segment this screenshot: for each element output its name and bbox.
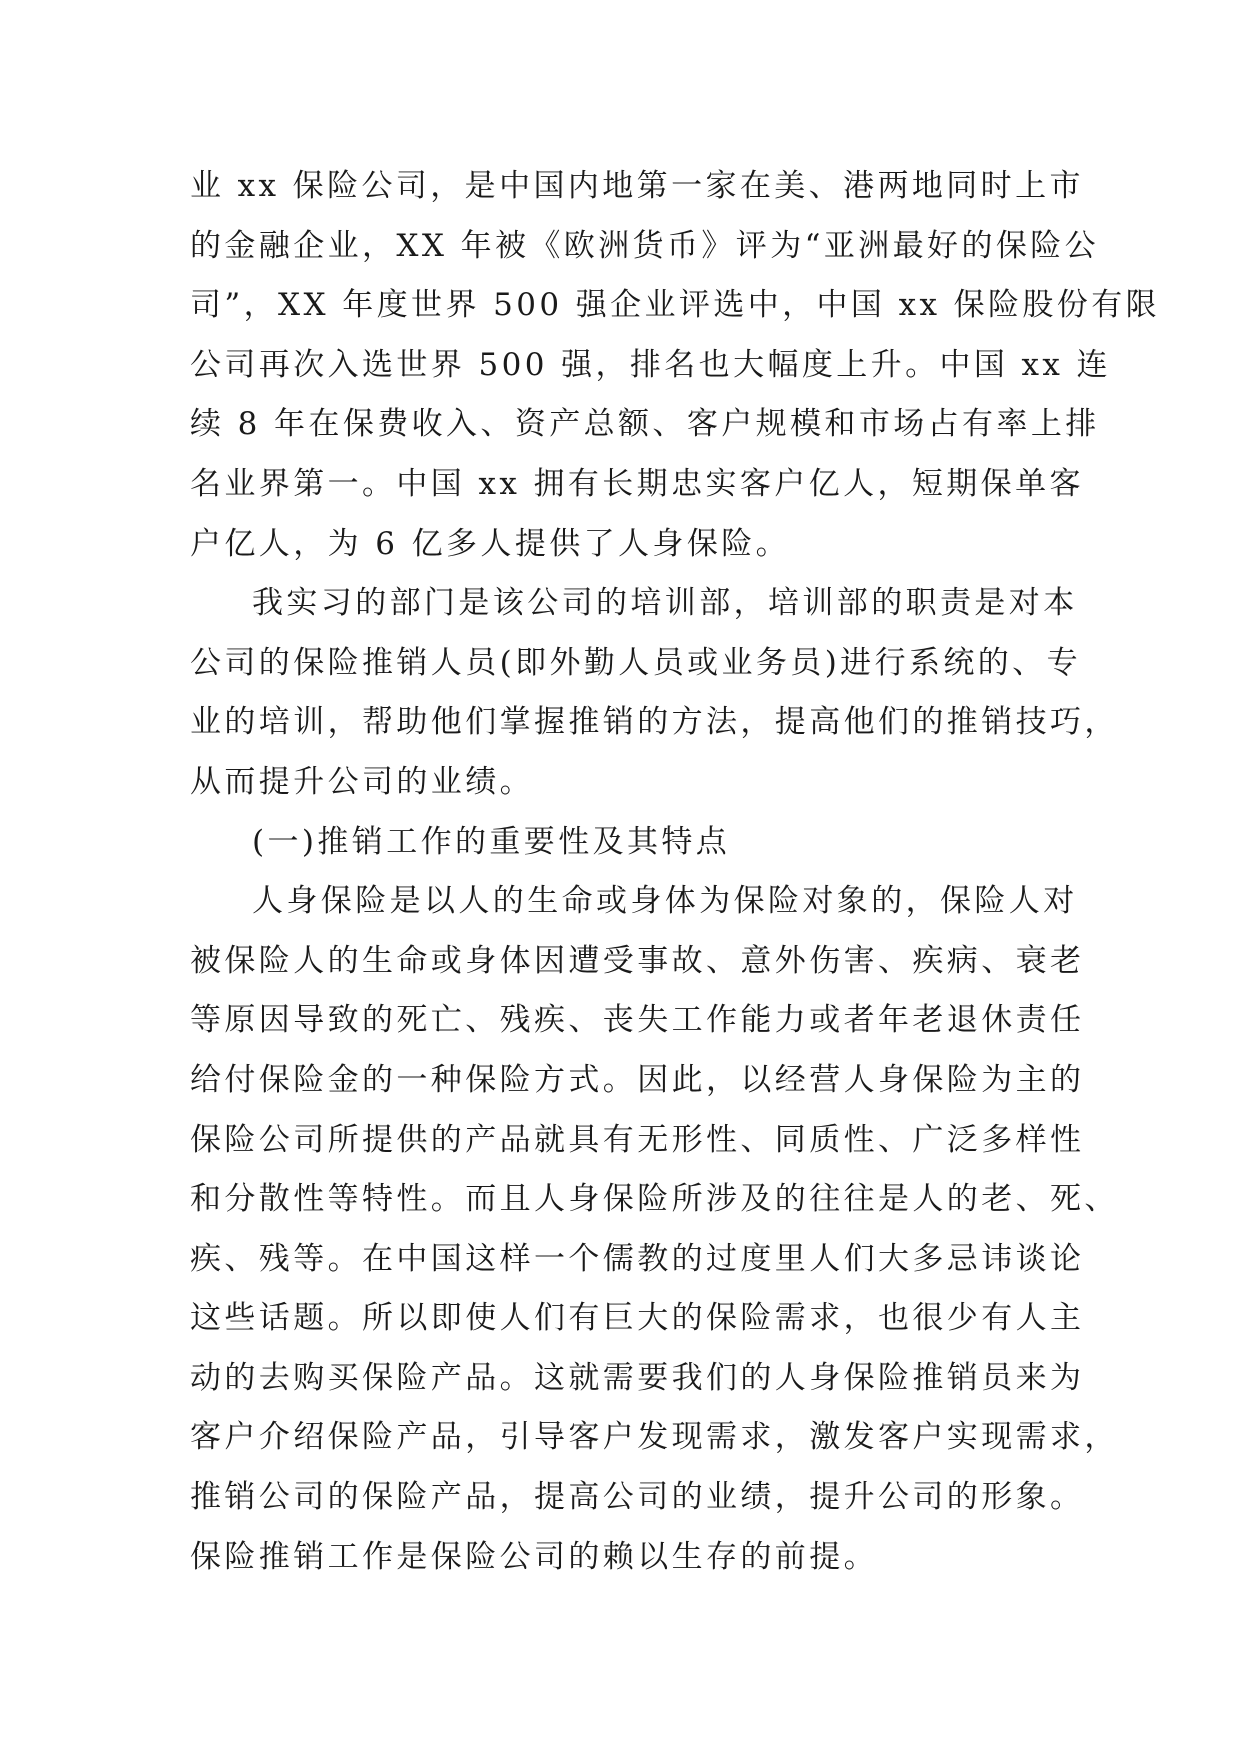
section-heading: (一)推销工作的重要性及其特点 bbox=[252, 823, 731, 860]
text-line: 保险公司所提供的产品就具有无形性、同质性、广泛多样性 bbox=[190, 1121, 1085, 1158]
text-line: 被保险人的生命或身体因遭受事故、意外伤害、疾病、衰老 bbox=[190, 942, 1085, 979]
text-line: 业的培训，帮助他们掌握推销的方法，提高他们的推销技巧， bbox=[190, 704, 1119, 741]
text-line: 的金融企业，XX 年被《欧洲货币》评为“亚洲最好的保险公 bbox=[190, 227, 1100, 264]
text-line: 公司的保险推销人员(即外勤人员或业务员)进行系统的、专 bbox=[190, 644, 1081, 681]
text-line: 从而提升公司的业绩。 bbox=[190, 763, 534, 800]
text-line: 这些话题。所以即使人们有巨大的保险需求，也很少有人主 bbox=[190, 1300, 1085, 1337]
text-line: 等原因导致的死亡、残疾、丧失工作能力或者年老退休责任 bbox=[190, 1002, 1085, 1039]
text-line: 名业界第一。中国 xx 拥有长期忠实客户亿人，短期保单客 bbox=[190, 465, 1084, 502]
text-line: 和分散性等特性。而且人身保险所涉及的往往是人的老、死、 bbox=[190, 1181, 1119, 1218]
paragraph-first-line: 我实习的部门是该公司的培训部，培训部的职责是对本 bbox=[252, 585, 1078, 622]
body-text bbox=[190, 157, 1160, 1587]
text-line: 推销公司的保险产品，提高公司的业绩，提升公司的形象。 bbox=[190, 1479, 1085, 1516]
text-line: 给付保险金的一种保险方式。因此，以经营人身保险为主的 bbox=[190, 1061, 1085, 1098]
text-line: 业 xx 保险公司，是中国内地第一家在美、港两地同时上市 bbox=[190, 168, 1084, 204]
text-line: 续 8 年在保费收入、资产总额、客户规模和市场占有率上排 bbox=[190, 406, 1100, 443]
text-line: 保险推销工作是保险公司的赖以生存的前提。 bbox=[190, 1538, 878, 1575]
text-line: 动的去购买保险产品。这就需要我们的人身保险推销员来为 bbox=[190, 1359, 1085, 1396]
text-line: 客户介绍保险产品，引导客户发现需求，激发客户实现需求， bbox=[190, 1419, 1119, 1456]
paragraph-first-line: 人身保险是以人的生命或身体为保险对象的，保险人对 bbox=[252, 883, 1078, 920]
text-line: 公司再次入选世界 500 强，排名也大幅度上升。中国 xx 连 bbox=[190, 346, 1111, 383]
text-line: 司”，XX 年度世界 500 强企业评选中，中国 xx 保险股份有限 bbox=[190, 287, 1160, 324]
text-line: 户亿人，为 6 亿多人提供了人身保险。 bbox=[190, 525, 791, 562]
text-line: 疾、残等。在中国这样一个儒教的过度里人们大多忌讳谈论 bbox=[190, 1240, 1085, 1277]
